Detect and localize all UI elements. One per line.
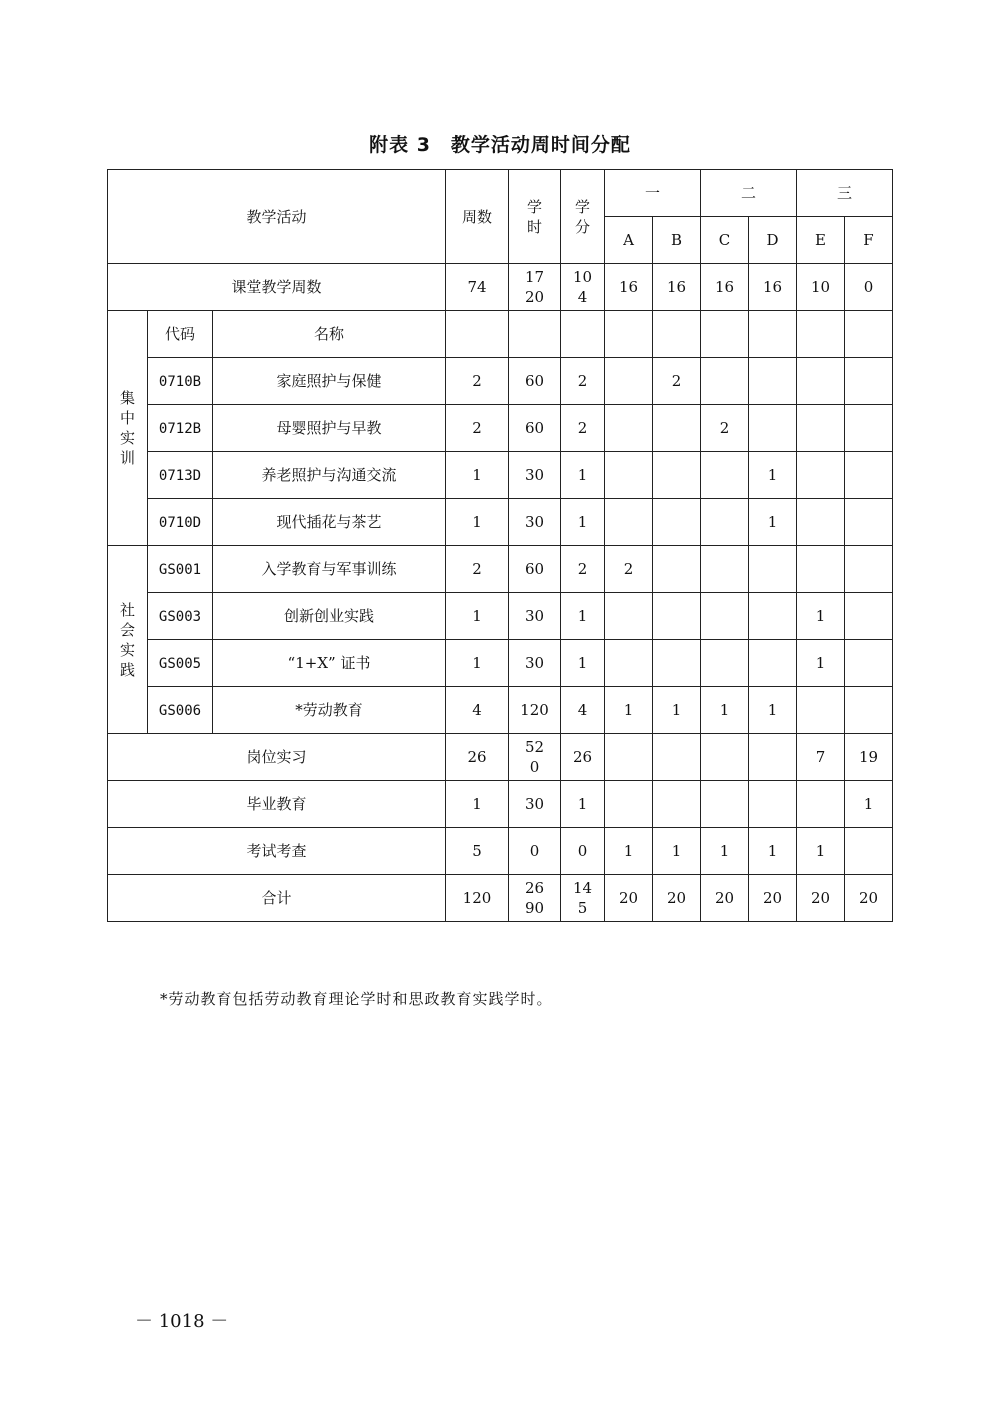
term-cell: 2 [605, 546, 653, 593]
term-header: D [749, 217, 797, 264]
term-cell: 20 [749, 875, 797, 922]
term-cell [845, 640, 893, 687]
term-cell: 16 [653, 264, 701, 311]
hours-header: 学时 [509, 170, 561, 264]
term-cell [749, 734, 797, 781]
weeks-cell: 4 [446, 687, 509, 734]
term-cell: 1 [797, 593, 845, 640]
term-cell [605, 640, 653, 687]
empty-cell [446, 311, 509, 358]
term-cell: 16 [749, 264, 797, 311]
classroom-label: 课堂教学周数 [108, 264, 446, 311]
term-cell [701, 640, 749, 687]
credits-cell: 0 [561, 828, 605, 875]
header-row [108, 170, 893, 217]
classroom-hours: 1720 [509, 264, 561, 311]
table-row [108, 358, 893, 405]
term-cell [845, 687, 893, 734]
table-row [108, 546, 893, 593]
group1-label: 集中实训 [108, 311, 148, 546]
hours-cell: 30 [509, 499, 561, 546]
term-cell [749, 546, 797, 593]
weeks-cell: 1 [446, 640, 509, 687]
weeks-cell: 1 [446, 593, 509, 640]
term-cell: 2 [653, 358, 701, 405]
credits-cell: 145 [561, 875, 605, 922]
empty-cell [509, 311, 561, 358]
course-code: GS003 [148, 593, 213, 640]
hours-cell: 30 [509, 593, 561, 640]
term-cell: 10 [797, 264, 845, 311]
table-row [108, 452, 893, 499]
term-cell: 16 [605, 264, 653, 311]
credits-cell: 26 [561, 734, 605, 781]
empty-cell [749, 311, 797, 358]
table-row [108, 640, 893, 687]
summary-label: 合计 [108, 875, 446, 922]
term-cell [701, 499, 749, 546]
term-cell [653, 781, 701, 828]
activity-header: 教学活动 [108, 170, 446, 264]
course-code: 0713D [148, 452, 213, 499]
term-cell [845, 828, 893, 875]
weeks-cell: 1 [446, 452, 509, 499]
weeks-cell: 2 [446, 546, 509, 593]
weeks-cell: 2 [446, 405, 509, 452]
term-cell: 7 [797, 734, 845, 781]
term-cell [797, 452, 845, 499]
term-cell [797, 687, 845, 734]
page-number: － 1018 － [135, 1311, 229, 1332]
term-cell: 1 [749, 452, 797, 499]
summary-row [108, 875, 893, 922]
term-cell [749, 358, 797, 405]
term-cell: 20 [797, 875, 845, 922]
empty-cell [561, 311, 605, 358]
term-cell [845, 499, 893, 546]
term-cell [605, 452, 653, 499]
course-code: 0712B [148, 405, 213, 452]
term-cell: 1 [845, 781, 893, 828]
term-cell [749, 781, 797, 828]
term-cell: 1 [749, 828, 797, 875]
weeks-cell: 26 [446, 734, 509, 781]
hours-cell: 120 [509, 687, 561, 734]
table-row [108, 593, 893, 640]
empty-cell [605, 311, 653, 358]
hours-cell: 30 [509, 781, 561, 828]
term-cell: 1 [653, 828, 701, 875]
table-row [108, 687, 893, 734]
summary-label: 岗位实习 [108, 734, 446, 781]
hours-cell: 30 [509, 640, 561, 687]
term-header: C [701, 217, 749, 264]
term-cell: 1 [749, 687, 797, 734]
term-cell: 20 [701, 875, 749, 922]
term-cell: 0 [845, 264, 893, 311]
term-cell: 1 [797, 828, 845, 875]
term-cell: 2 [701, 405, 749, 452]
term-cell: 1 [701, 687, 749, 734]
term-cell [797, 546, 845, 593]
course-name: 入学教育与军事训练 [213, 546, 446, 593]
credits-header: 学分 [561, 170, 605, 264]
term-cell: 1 [605, 687, 653, 734]
year3-header: 三 [797, 170, 893, 217]
term-cell: 1 [605, 828, 653, 875]
credits-cell: 2 [561, 358, 605, 405]
schedule-table [107, 169, 893, 922]
term-cell [701, 452, 749, 499]
credits-cell: 1 [561, 640, 605, 687]
hours-cell: 520 [509, 734, 561, 781]
weeks-cell: 1 [446, 781, 509, 828]
term-cell: 1 [701, 828, 749, 875]
hours-cell: 0 [509, 828, 561, 875]
term-cell [797, 358, 845, 405]
term-header: E [797, 217, 845, 264]
term-cell [749, 593, 797, 640]
summary-label: 考试考查 [108, 828, 446, 875]
term-cell [653, 499, 701, 546]
term-cell [605, 405, 653, 452]
term-cell [701, 546, 749, 593]
classroom-row [108, 264, 893, 311]
term-cell [845, 593, 893, 640]
term-cell: 19 [845, 734, 893, 781]
term-cell [797, 499, 845, 546]
empty-cell [701, 311, 749, 358]
term-cell: 1 [797, 640, 845, 687]
empty-cell [797, 311, 845, 358]
page-title: 附表 3 教学活动周时间分配 [369, 134, 631, 156]
table-body [108, 170, 893, 922]
weeks-cell: 2 [446, 358, 509, 405]
term-cell [605, 499, 653, 546]
year2-header: 二 [701, 170, 797, 217]
weeks-header: 周数 [446, 170, 509, 264]
term-cell [701, 593, 749, 640]
summary-row [108, 781, 893, 828]
term-cell: 20 [653, 875, 701, 922]
term-cell [797, 405, 845, 452]
term-cell [653, 546, 701, 593]
term-cell [653, 405, 701, 452]
group2-label: 社会实践 [108, 546, 148, 734]
classroom-weeks: 74 [446, 264, 509, 311]
classroom-credits: 104 [561, 264, 605, 311]
hours-cell: 60 [509, 358, 561, 405]
credits-cell: 2 [561, 546, 605, 593]
term-header: A [605, 217, 653, 264]
term-cell [653, 734, 701, 781]
summary-label: 毕业教育 [108, 781, 446, 828]
code-header: 代码 [148, 311, 213, 358]
weeks-cell: 120 [446, 875, 509, 922]
term-header: F [845, 217, 893, 264]
term-cell [845, 452, 893, 499]
summary-row [108, 828, 893, 875]
year1-header: 一 [605, 170, 701, 217]
term-cell [653, 593, 701, 640]
course-code: GS005 [148, 640, 213, 687]
term-header: B [653, 217, 701, 264]
course-name: 现代插花与茶艺 [213, 499, 446, 546]
course-name: 养老照护与沟通交流 [213, 452, 446, 499]
term-cell [605, 781, 653, 828]
term-cell [845, 405, 893, 452]
name-header: 名称 [213, 311, 446, 358]
weeks-cell: 5 [446, 828, 509, 875]
empty-cell [845, 311, 893, 358]
footnote: *劳动教育包括劳动教育理论学时和思政教育实践学时。 [160, 990, 553, 1008]
credits-cell: 1 [561, 452, 605, 499]
term-cell [653, 452, 701, 499]
term-cell [653, 640, 701, 687]
term-cell [845, 546, 893, 593]
term-cell [701, 781, 749, 828]
term-cell [605, 593, 653, 640]
course-name: “1+X” 证书 [213, 640, 446, 687]
term-cell: 1 [749, 499, 797, 546]
empty-cell [653, 311, 701, 358]
course-code: GS006 [148, 687, 213, 734]
course-name: 家庭照护与保健 [213, 358, 446, 405]
credits-cell: 4 [561, 687, 605, 734]
group1-header-row [108, 311, 893, 358]
course-name: 母婴照护与早教 [213, 405, 446, 452]
table-row [108, 499, 893, 546]
hours-cell: 30 [509, 452, 561, 499]
course-code: GS001 [148, 546, 213, 593]
weeks-cell: 1 [446, 499, 509, 546]
term-cell [605, 358, 653, 405]
term-cell [845, 358, 893, 405]
course-code: 0710D [148, 499, 213, 546]
table-row [108, 405, 893, 452]
term-cell: 16 [701, 264, 749, 311]
hours-cell: 60 [509, 546, 561, 593]
credits-cell: 1 [561, 593, 605, 640]
term-cell [701, 358, 749, 405]
term-cell [749, 640, 797, 687]
term-cell: 20 [845, 875, 893, 922]
hours-cell: 2690 [509, 875, 561, 922]
term-cell [605, 734, 653, 781]
course-name: 创新创业实践 [213, 593, 446, 640]
credits-cell: 1 [561, 499, 605, 546]
term-cell [701, 734, 749, 781]
term-cell: 1 [653, 687, 701, 734]
credits-cell: 1 [561, 781, 605, 828]
term-cell [749, 405, 797, 452]
hours-cell: 60 [509, 405, 561, 452]
credits-cell: 2 [561, 405, 605, 452]
summary-row [108, 734, 893, 781]
course-name: *劳动教育 [213, 687, 446, 734]
term-cell: 20 [605, 875, 653, 922]
course-code: 0710B [148, 358, 213, 405]
term-cell [797, 781, 845, 828]
